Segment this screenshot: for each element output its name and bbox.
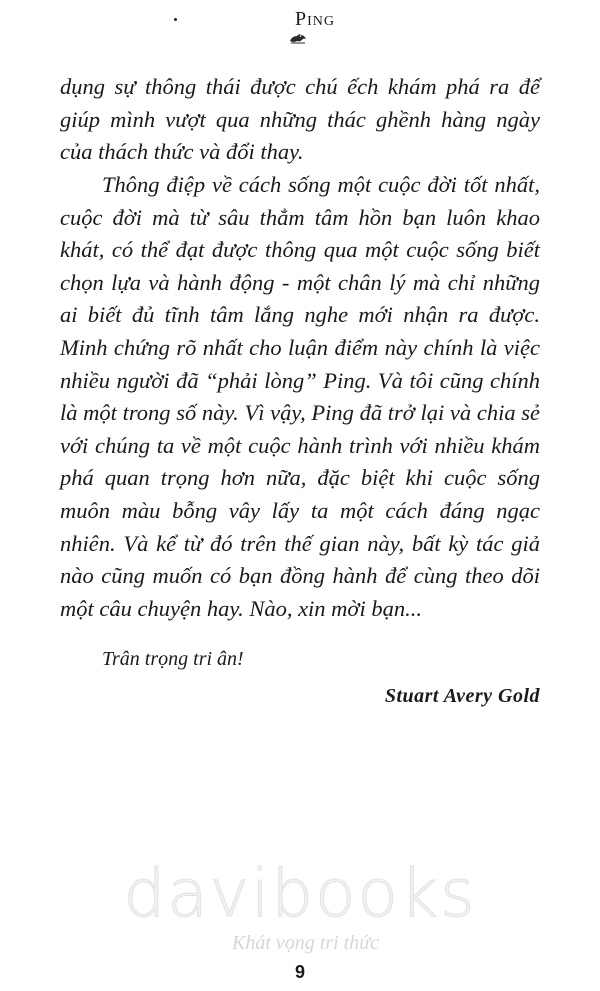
frog-ornament-icon xyxy=(288,30,308,44)
running-header xyxy=(0,8,600,31)
closing-line: Trân trọng tri ân! xyxy=(102,648,244,670)
paragraph-main xyxy=(60,169,540,625)
watermark-brand: davibooks xyxy=(123,855,477,932)
watermark-tagline: Khát vọng tri thức xyxy=(232,932,380,954)
author-signature: Stuart Avery Gold xyxy=(384,685,540,707)
running-header-title: Ping xyxy=(294,8,335,30)
paragraph-text: Thông điệp về cách sống một cuộc đời tốt nhất, cuộc đời mà từ sâu thẳm tâm hồn bạn luôn khao khát, có thể đạt được thông qua một cuộc sống biết chọn lựa và hành động - một chân lý mà chỉ những ai biết đủ tĩnh tâm lắng nghe mới nhận ra được. Minh chứng rõ nhất cho luận điểm này chính là việc nhiều người đã “phải lòng” Ping. Và tôi cũng chính là một trong số này. Vì vậy, Ping đã trở lại và chia sẻ với chúng ta về một cuộc hành trình với nhiều khám phá quan trọng hơn nữa, đặc biệt khi cuộc sống muôn màu bỗng vây lấy ta một cách đáng ngạc nhiên. Và kể từ đó trên thế gian này, bất kỳ tác giả nào cũng muốn có bạn đồng hành để cùng theo dõi một câu chuyện hay. Nào, xin mời bạn... xyxy=(60,172,540,621)
publisher-watermark xyxy=(0,855,600,954)
paragraph-continuation xyxy=(60,71,540,169)
paragraph-text: dụng sự thông thái được chú ếch khám phá ra để giúp mình vượt qua những thác ghềnh hàng ngày của thách thức và đổi thay. xyxy=(60,74,540,165)
page-number: 9 xyxy=(294,962,305,982)
